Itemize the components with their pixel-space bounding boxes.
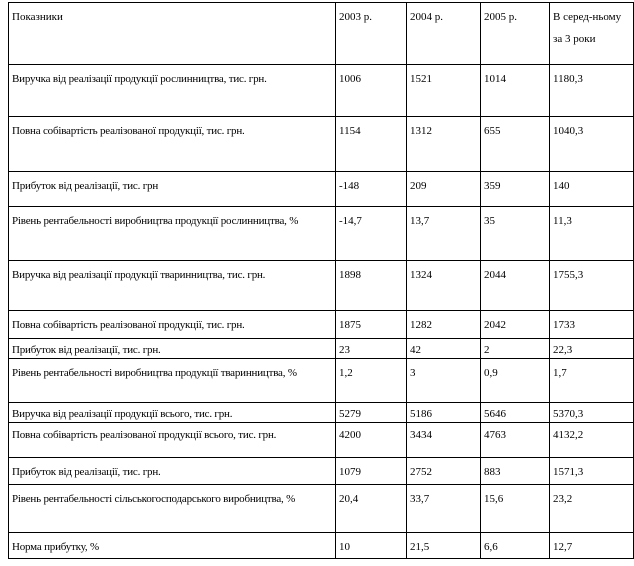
cell-average: 23,2 bbox=[550, 485, 634, 533]
row-label: Прибуток від реалізації, тис. грн. bbox=[9, 458, 336, 485]
cell-2003: 5279 bbox=[336, 403, 407, 423]
cell-2004: 1521 bbox=[407, 65, 481, 117]
cell-2004: 1282 bbox=[407, 311, 481, 339]
cell-2003: -14,7 bbox=[336, 207, 407, 261]
cell-2003: -148 bbox=[336, 172, 407, 207]
cell-average: 140 bbox=[550, 172, 634, 207]
row-label: Норма прибутку, % bbox=[9, 533, 336, 559]
cell-2005: 1014 bbox=[481, 65, 550, 117]
indicators-table bbox=[8, 2, 634, 559]
cell-2005: 359 bbox=[481, 172, 550, 207]
cell-2005: 4763 bbox=[481, 423, 550, 458]
table-row bbox=[9, 533, 634, 559]
table-row bbox=[9, 117, 634, 172]
cell-2003: 10 bbox=[336, 533, 407, 559]
table-row bbox=[9, 403, 634, 423]
table-row bbox=[9, 458, 634, 485]
cell-2003: 4200 bbox=[336, 423, 407, 458]
cell-2003: 1898 bbox=[336, 261, 407, 311]
cell-2005: 6,6 bbox=[481, 533, 550, 559]
cell-average: 1,7 bbox=[550, 359, 634, 403]
table-row bbox=[9, 311, 634, 339]
table-row bbox=[9, 207, 634, 261]
cell-2004: 3434 bbox=[407, 423, 481, 458]
cell-2003: 1,2 bbox=[336, 359, 407, 403]
cell-2004: 21,5 bbox=[407, 533, 481, 559]
cell-2004: 42 bbox=[407, 339, 481, 359]
header-year-2003: 2003 р. bbox=[336, 3, 407, 65]
cell-average: 11,3 bbox=[550, 207, 634, 261]
cell-2003: 1875 bbox=[336, 311, 407, 339]
cell-average: 1755,3 bbox=[550, 261, 634, 311]
row-label: Повна собівартість реалізованої продукції, тис. грн. bbox=[9, 117, 336, 172]
cell-2005: 15,6 bbox=[481, 485, 550, 533]
row-label: Повна собівартість реалізованої продукції, тис. грн. bbox=[9, 311, 336, 339]
cell-2004: 2752 bbox=[407, 458, 481, 485]
cell-2005: 2042 bbox=[481, 311, 550, 339]
cell-2003: 23 bbox=[336, 339, 407, 359]
cell-2004: 3 bbox=[407, 359, 481, 403]
cell-average: 1040,3 bbox=[550, 117, 634, 172]
cell-average: 5370,3 bbox=[550, 403, 634, 423]
header-indicators: Показники bbox=[9, 3, 336, 65]
table-row bbox=[9, 423, 634, 458]
cell-2004: 209 bbox=[407, 172, 481, 207]
row-label: Виручка від реалізації продукції тваринництва, тис. грн. bbox=[9, 261, 336, 311]
header-average: В серед-ньому за 3 роки bbox=[550, 3, 634, 65]
cell-average: 1733 bbox=[550, 311, 634, 339]
cell-2004: 5186 bbox=[407, 403, 481, 423]
table-row bbox=[9, 261, 634, 311]
row-label: Прибуток від реалізації, тис. грн bbox=[9, 172, 336, 207]
cell-2004: 1312 bbox=[407, 117, 481, 172]
cell-2003: 1154 bbox=[336, 117, 407, 172]
cell-average: 1180,3 bbox=[550, 65, 634, 117]
row-label: Рівень рентабельності виробництва продукції тваринництва, % bbox=[9, 359, 336, 403]
cell-2003: 1079 bbox=[336, 458, 407, 485]
row-label: Повна собівартість реалізованої продукції всього, тис. грн. bbox=[9, 423, 336, 458]
cell-average: 1571,3 bbox=[550, 458, 634, 485]
cell-average: 22,3 bbox=[550, 339, 634, 359]
cell-average: 12,7 bbox=[550, 533, 634, 559]
cell-2005: 35 bbox=[481, 207, 550, 261]
cell-2005: 2 bbox=[481, 339, 550, 359]
cell-2004: 33,7 bbox=[407, 485, 481, 533]
cell-2004: 13,7 bbox=[407, 207, 481, 261]
cell-2005: 0,9 bbox=[481, 359, 550, 403]
table-row bbox=[9, 339, 634, 359]
cell-2003: 20,4 bbox=[336, 485, 407, 533]
row-label: Рівень рентабельності виробництва продукції рослинництва, % bbox=[9, 207, 336, 261]
cell-2003: 1006 bbox=[336, 65, 407, 117]
row-label: Виручка від реалізації продукції всього, тис. грн. bbox=[9, 403, 336, 423]
cell-average: 4132,2 bbox=[550, 423, 634, 458]
header-year-2005: 2005 р. bbox=[481, 3, 550, 65]
table-row bbox=[9, 485, 634, 533]
row-label: Виручка від реалізації продукції рослинництва, тис. грн. bbox=[9, 65, 336, 117]
row-label: Рівень рентабельності сільськогосподарського виробництва, % bbox=[9, 485, 336, 533]
header-year-2004: 2004 р. bbox=[407, 3, 481, 65]
cell-2005: 5646 bbox=[481, 403, 550, 423]
cell-2005: 883 bbox=[481, 458, 550, 485]
cell-2004: 1324 bbox=[407, 261, 481, 311]
table-header-row bbox=[9, 3, 634, 65]
row-label: Прибуток від реалізації, тис. грн. bbox=[9, 339, 336, 359]
table-row bbox=[9, 172, 634, 207]
table-row bbox=[9, 359, 634, 403]
cell-2005: 655 bbox=[481, 117, 550, 172]
table-row bbox=[9, 65, 634, 117]
cell-2005: 2044 bbox=[481, 261, 550, 311]
